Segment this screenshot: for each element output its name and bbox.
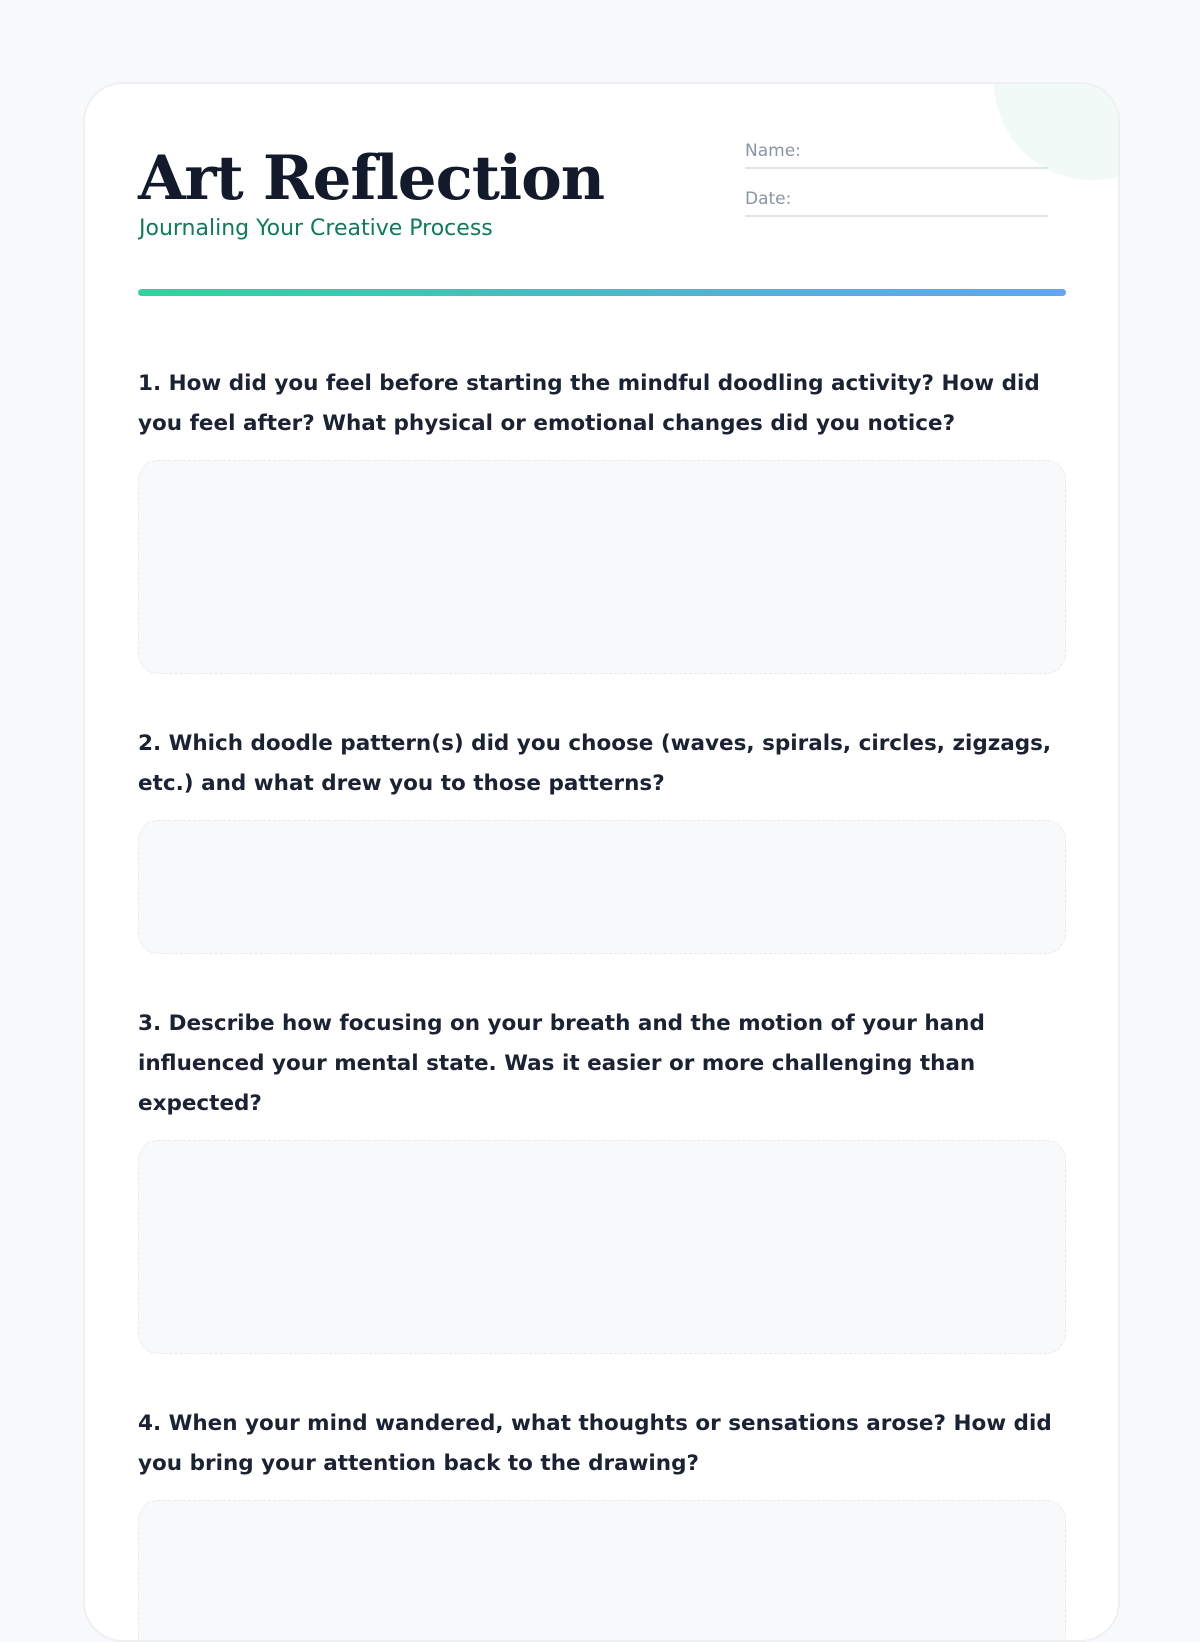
name-field[interactable]	[745, 134, 1048, 169]
question-3: 3. Describe how focusing on your breath and the motion of your hand influenced your mental state. Was it easier or more challenging than expected?	[138, 1011, 985, 1116]
answer-box-1[interactable]	[138, 460, 1066, 674]
question-1: 1. How did you feel before starting the mindful doodling activity? How did you feel after? What physical or emotional changes did you notice?	[138, 371, 1040, 436]
page-title: Art Reflection	[138, 143, 605, 214]
answer-box-2[interactable]	[138, 820, 1066, 954]
answer-box-4[interactable]	[138, 1500, 1066, 1642]
question-2: 2. Which doodle pattern(s) did you choose (waves, spirals, circles, zigzags, etc.) and what drew you to those patterns?	[138, 731, 1052, 796]
page-subtitle: Journaling Your Creative Process	[139, 216, 493, 241]
answer-box-3[interactable]	[138, 1140, 1066, 1354]
worksheet-page	[83, 82, 1120, 1642]
meta-fields	[745, 134, 1048, 230]
date-label: Date:	[745, 189, 792, 209]
name-label: Name:	[745, 141, 801, 161]
question-4: 4. When your mind wandered, what thoughts or sensations arose? How did you bring your attention back to the drawing?	[138, 1411, 1052, 1476]
header-divider	[138, 289, 1066, 296]
date-field[interactable]	[745, 182, 1048, 217]
